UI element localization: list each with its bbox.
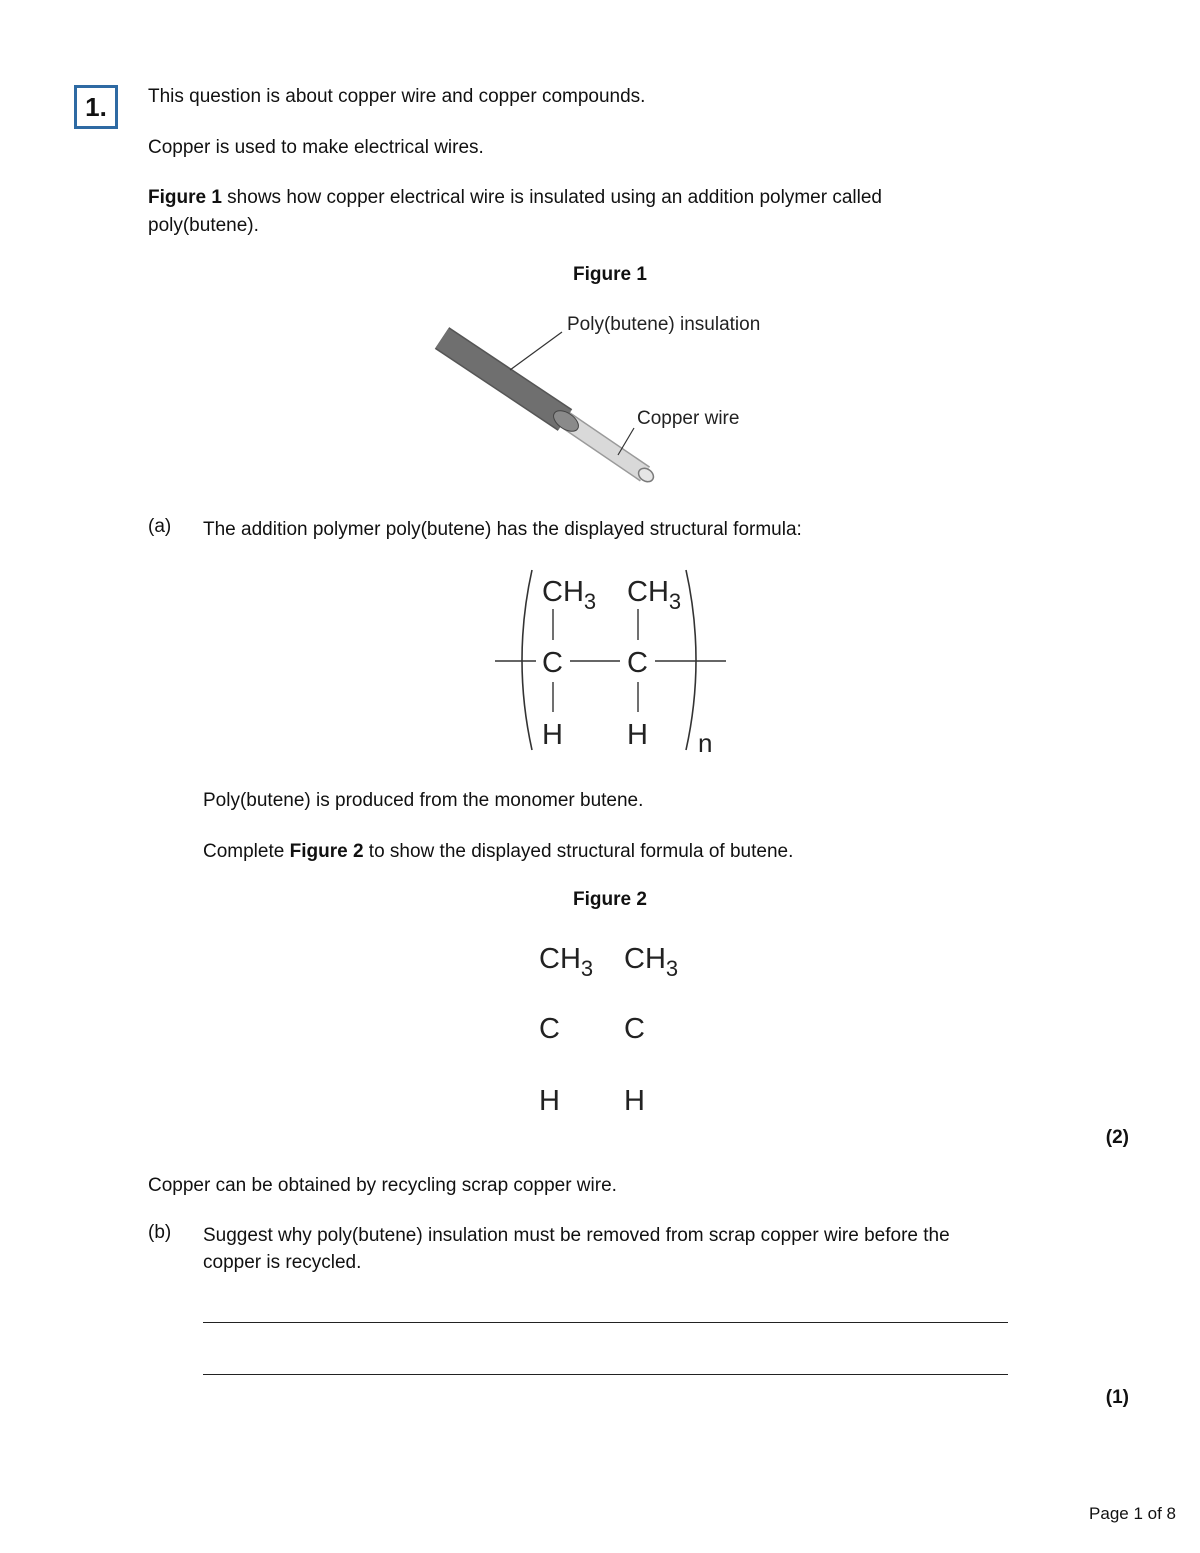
figure2-ref: Figure 2 <box>289 841 364 862</box>
part-a-text: The addition polymer poly(butene) has the displayed structural formula: <box>203 519 802 540</box>
copper-use-text: Copper is used to make electrical wires. <box>148 137 484 158</box>
figure1-sentence-rest: shows how copper electrical wire is insulated using an addition polymer called <box>221 187 882 208</box>
right-bracket <box>686 570 696 750</box>
poly-butene-insulation <box>442 338 565 420</box>
carbon-right: C <box>627 647 648 679</box>
figure2-title: Figure 2 <box>573 889 647 910</box>
carbon-left: C <box>542 647 563 679</box>
instruction-pre: Complete <box>203 841 290 862</box>
ch3-left: $CH_3$ <box>542 576 597 614</box>
repeat-n: n <box>698 728 713 758</box>
fig2-carbon-left: C <box>539 1013 560 1045</box>
part-b-marks: (1) <box>1105 1387 1129 1408</box>
fig2-hydrogen-right: H <box>624 1085 645 1117</box>
recycling-text: Copper can be obtained by recycling scrap copper wire. <box>148 1175 617 1196</box>
hydrogen-right: H <box>627 719 648 751</box>
figure1-sentence-line2: poly(butene). <box>148 215 259 236</box>
part-a-marks: (2) <box>1105 1127 1129 1148</box>
page-number: Page 1 of 8 <box>1089 1504 1176 1523</box>
hydrogen-left: H <box>542 719 563 751</box>
figure1-sentence-line1 <box>148 184 1068 212</box>
figure1-title: Figure 1 <box>573 264 647 285</box>
part-b-label: (b) <box>148 1222 172 1243</box>
question-intro: This question is about copper wire and copper compounds. <box>148 86 646 107</box>
polymer-structural-formula <box>490 562 740 762</box>
part-b-line1: Suggest why poly(butene) insulation must be removed from scrap copper wire before the <box>203 1225 950 1246</box>
copper-wire-label: Copper wire <box>637 408 740 429</box>
instruction-post: to show the displayed structural formula of butene. <box>363 841 794 862</box>
insulation-label: Poly(butene) insulation <box>567 314 761 335</box>
part-b-line2: copper is recycled. <box>203 1252 362 1273</box>
left-bracket <box>522 570 532 750</box>
question-number: 1. <box>74 85 118 129</box>
figure2-instruction <box>203 838 1123 866</box>
fig2-hydrogen-left: H <box>539 1085 560 1117</box>
figure1-wire-diagram <box>420 300 820 490</box>
fig2-ch3-left: $CH_3$ <box>539 943 594 981</box>
fig2-carbon-right: C <box>624 1013 645 1045</box>
figure1-ref: Figure 1 <box>148 187 222 208</box>
answer-line-2[interactable] <box>203 1374 1008 1375</box>
fig2-ch3-right: $CH_3$ <box>624 943 679 981</box>
part-a-label: (a) <box>148 516 172 537</box>
insulation-leader-line <box>510 332 562 370</box>
figure2-butene-template <box>520 930 720 1120</box>
ch3-right: $CH_3$ <box>627 576 682 614</box>
answer-line-1[interactable] <box>203 1322 1008 1323</box>
monomer-text: Poly(butene) is produced from the monomer butene. <box>203 790 644 811</box>
